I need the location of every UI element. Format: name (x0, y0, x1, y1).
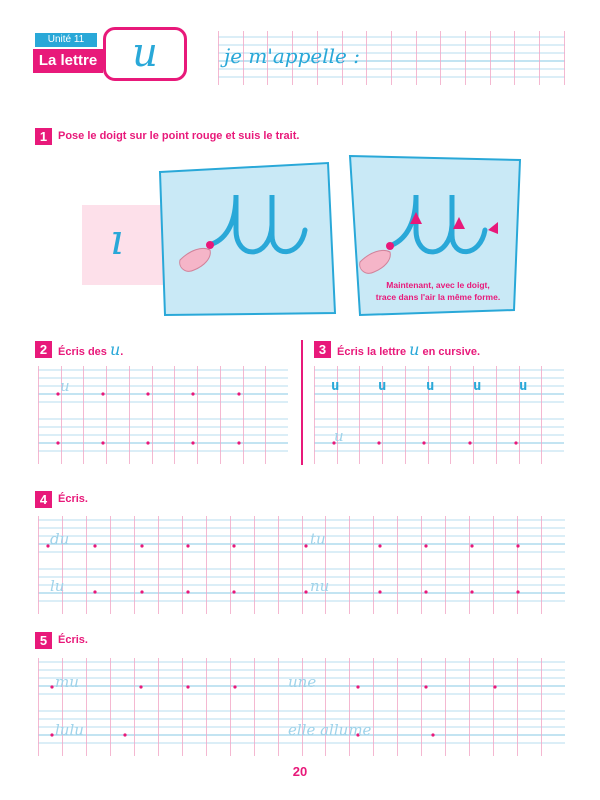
start-dot (93, 590, 96, 593)
start-dot (424, 590, 427, 593)
guide-word: du (50, 530, 70, 548)
section-2-number: 2 (35, 341, 52, 358)
writing-grid-section-2[interactable] (38, 366, 288, 464)
start-dot (516, 590, 519, 593)
start-dot (470, 590, 473, 593)
start-dot (139, 685, 142, 688)
caption-line-1: Maintenant, avec le doigt, (386, 280, 490, 290)
guide-word: mu (55, 673, 79, 691)
start-dot (304, 590, 307, 593)
start-dot (233, 685, 236, 688)
start-dot (431, 733, 434, 736)
section-4-instruction: Écris. (58, 493, 88, 505)
start-dot (378, 544, 381, 547)
start-dot-2 (386, 242, 394, 250)
start-dot (123, 733, 126, 736)
section-3-guide-letter: u (334, 427, 344, 445)
start-dot (50, 685, 53, 688)
section-4-number: 4 (35, 491, 52, 508)
start-dot (232, 590, 235, 593)
start-dot (424, 685, 427, 688)
start-dot (514, 441, 517, 444)
writing-grid-section-4[interactable] (38, 516, 565, 614)
model-letter: u (473, 378, 482, 394)
guide-word: nu (310, 577, 330, 595)
start-dot (56, 441, 59, 444)
start-dot (186, 544, 189, 547)
model-letter: u (426, 378, 435, 394)
start-dot (237, 392, 240, 395)
featured-letter: u (132, 30, 158, 76)
section-2-text: Écris des (58, 346, 107, 358)
start-dot (191, 441, 194, 444)
model-letter: u (331, 378, 340, 394)
tracing-panel-1 (160, 163, 335, 315)
section-3-number: 3 (314, 341, 331, 358)
section-1-instruction: Pose le doigt sur le point rouge et suis le trait. (58, 130, 300, 142)
start-dot (422, 441, 425, 444)
section-3-text-start: Écris la lettre (337, 346, 407, 358)
start-dot (378, 590, 381, 593)
start-dot (186, 590, 189, 593)
start-dot (140, 544, 143, 547)
start-dot (356, 685, 359, 688)
start-dot (101, 441, 104, 444)
guide-word: elle allume (288, 721, 372, 739)
start-dot (237, 441, 240, 444)
small-letter: ı (110, 215, 124, 264)
start-dot (516, 544, 519, 547)
caption-line-2: trace dans l'air la même forme. (375, 292, 501, 302)
start-dot (146, 441, 149, 444)
start-dot (468, 441, 471, 444)
unit-label: Unité 11 (35, 33, 97, 47)
start-dot (304, 544, 307, 547)
start-dot-1 (206, 241, 214, 249)
guide-word: lu (50, 577, 65, 595)
start-dot (146, 392, 149, 395)
section-3-instruction (337, 341, 480, 361)
model-letter: u (378, 378, 387, 394)
section-3-text-end: en cursive. (422, 346, 481, 358)
model-letter: u (519, 378, 528, 394)
start-dot (101, 392, 104, 395)
guide-word: tu (310, 530, 326, 548)
start-dot (93, 544, 96, 547)
start-dot (493, 685, 496, 688)
start-dot (50, 733, 53, 736)
section-2-period: . (120, 346, 124, 358)
start-dot (140, 590, 143, 593)
featured-letter-box (103, 27, 187, 81)
start-dot (191, 392, 194, 395)
start-dot (424, 544, 427, 547)
start-dot (232, 544, 235, 547)
section-3-letter: u (409, 340, 420, 359)
page-number: 20 (292, 764, 308, 779)
guide-word: une (288, 673, 317, 691)
start-dot (377, 441, 380, 444)
section-5-number: 5 (35, 632, 52, 649)
section-5-instruction: Écris. (58, 634, 88, 646)
section-2-letter: u (109, 340, 121, 359)
lesson-title: La lettre (33, 49, 103, 73)
guide-word: lulu (55, 721, 84, 739)
start-dot (470, 544, 473, 547)
section-1-number: 1 (35, 128, 52, 145)
start-dot (186, 685, 189, 688)
section-2-guide-letter: u (60, 377, 70, 395)
column-divider (301, 340, 303, 465)
section-2-instruction (58, 341, 123, 361)
name-prompt: je m'appelle : (224, 44, 360, 68)
caption (358, 279, 518, 303)
